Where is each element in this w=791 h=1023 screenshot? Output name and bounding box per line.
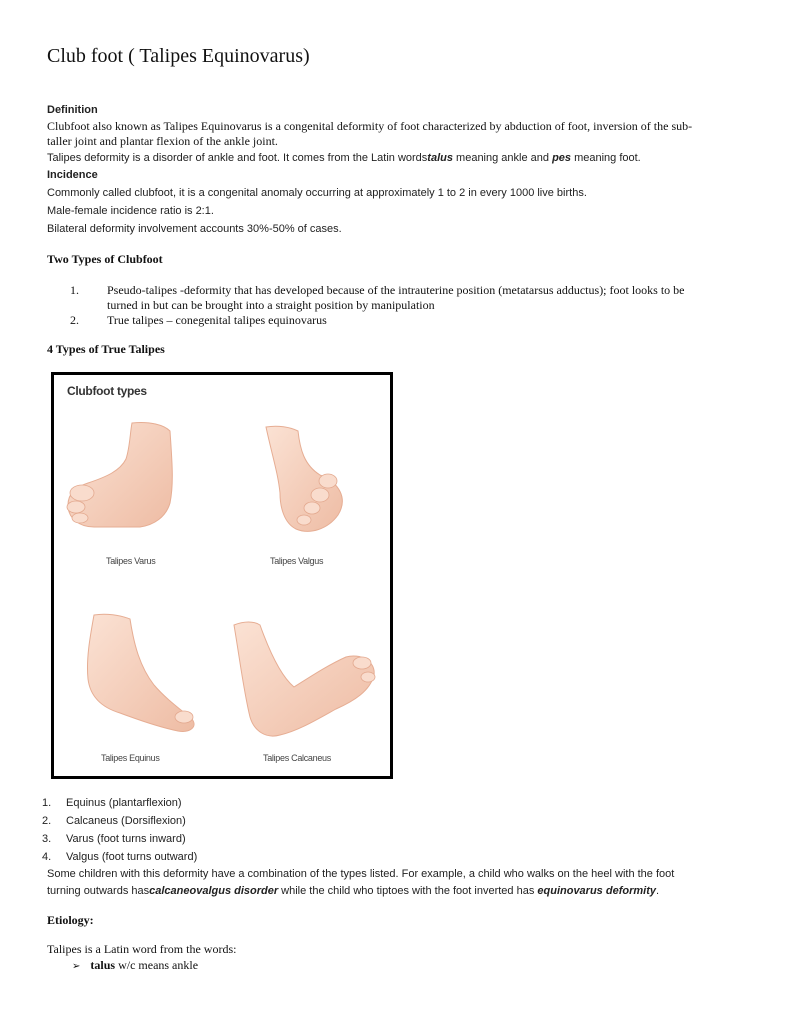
list-item xyxy=(40,849,740,867)
list-number: 4. xyxy=(42,851,52,863)
list-number: 3. xyxy=(42,833,52,845)
combination-text-end: . xyxy=(655,885,660,897)
etiology-bullet-item xyxy=(72,958,198,974)
foot-illustrations xyxy=(54,375,390,776)
arrow-bullet-icon: ➢ xyxy=(72,961,81,972)
list-item xyxy=(47,283,767,313)
list-item-text: Varus (foot turns inward) xyxy=(66,833,186,845)
list-item xyxy=(40,795,740,813)
list-item xyxy=(47,313,767,329)
combination-text-mid: while the child who tiptoes with the foot inverted has xyxy=(278,885,538,897)
pes-term: pes xyxy=(552,152,572,164)
list-item xyxy=(40,813,740,831)
page-title: Club foot ( Talipes Equinovarus) xyxy=(47,45,310,67)
list-item-line-1: Pseudo-talipes -deformity that has developed because of the intrauterine position (metatarsus adductus); foot looks to be xyxy=(107,283,685,297)
caption-talipes-equinus: Talipes Equinus xyxy=(101,753,160,763)
etiology-line: Talipes is a Latin word from the words: xyxy=(47,942,237,956)
latin-origin-text: Talipes deformity is a disorder of ankle and foot. It comes from the Latin words xyxy=(47,152,428,164)
equinovarus-term: equinovarus deformity xyxy=(537,885,656,897)
etiology-heading: Etiology: xyxy=(47,913,94,927)
talus-bold-term: talus xyxy=(90,958,116,972)
list-item-line-1: True talipes – conegenital talipes equinovarus xyxy=(107,313,327,327)
list-item-text: Equinus (plantarflexion) xyxy=(66,797,182,809)
two-types-list xyxy=(47,283,767,329)
four-types-heading: 4 Types of True Talipes xyxy=(47,342,165,356)
incidence-line-2: Male-female incidence ratio is 2:1. xyxy=(47,205,214,217)
two-types-heading: Two Types of Clubfoot xyxy=(47,252,163,266)
caption-talipes-varus: Talipes Varus xyxy=(106,556,156,566)
talipes-equinus-illustration xyxy=(87,614,194,731)
combination-text: turning outwards has xyxy=(47,885,150,897)
combination-line-1: Some children with this deformity have a combination of the types listed. For example, a child who walks on the heel with the foot xyxy=(47,868,675,880)
caption-talipes-valgus: Talipes Valgus xyxy=(270,556,324,566)
talipes-calcaneus-illustration xyxy=(234,622,375,736)
etiology-bullet-text: w/c means ankle xyxy=(115,958,199,972)
definition-line-1: Clubfoot also known as Talipes Equinovarus is a congenital deformity of foot characterized by abduction of foot, inversion of the sub- xyxy=(47,119,693,133)
combination-line-2 xyxy=(47,883,659,899)
clubfoot-types-figure xyxy=(51,372,393,779)
list-number: 2. xyxy=(70,313,79,327)
four-types-list xyxy=(40,795,740,867)
latin-origin-mid: meaning ankle and xyxy=(452,152,553,164)
list-item-text: Calcaneus (Dorsiflexion) xyxy=(66,815,186,827)
figure-title: Clubfoot types xyxy=(67,384,147,398)
latin-origin-end: meaning foot. xyxy=(571,152,641,164)
talus-term: talus xyxy=(427,152,453,164)
incidence-line-3: Bilateral deformity involvement accounts 30%-50% of cases. xyxy=(47,223,342,235)
incidence-heading: Incidence xyxy=(47,169,98,181)
calcaneovalgus-term: calcaneovalgus disorder xyxy=(149,885,279,897)
list-item xyxy=(40,831,740,849)
definition-line-2: taller joint and plantar flexion of the ankle joint. xyxy=(47,134,278,148)
talipes-valgus-illustration xyxy=(266,426,342,531)
list-number: 1. xyxy=(70,283,79,297)
definition-heading: Definition xyxy=(47,104,98,116)
list-number: 1. xyxy=(42,797,52,809)
caption-talipes-calcaneus: Talipes Calcaneus xyxy=(263,753,331,763)
talipes-varus-illustration xyxy=(67,422,172,527)
list-number: 2. xyxy=(42,815,52,827)
list-item-text: Valgus (foot turns outward) xyxy=(66,851,198,863)
list-item-line-2: turned in but can be brought into a straight position by manipulation xyxy=(107,298,435,312)
incidence-line-1: Commonly called clubfoot, it is a congenital anomaly occurring at approximately 1 to 2 in every 1000 live births. xyxy=(47,187,587,199)
latin-origin-line xyxy=(47,150,641,166)
